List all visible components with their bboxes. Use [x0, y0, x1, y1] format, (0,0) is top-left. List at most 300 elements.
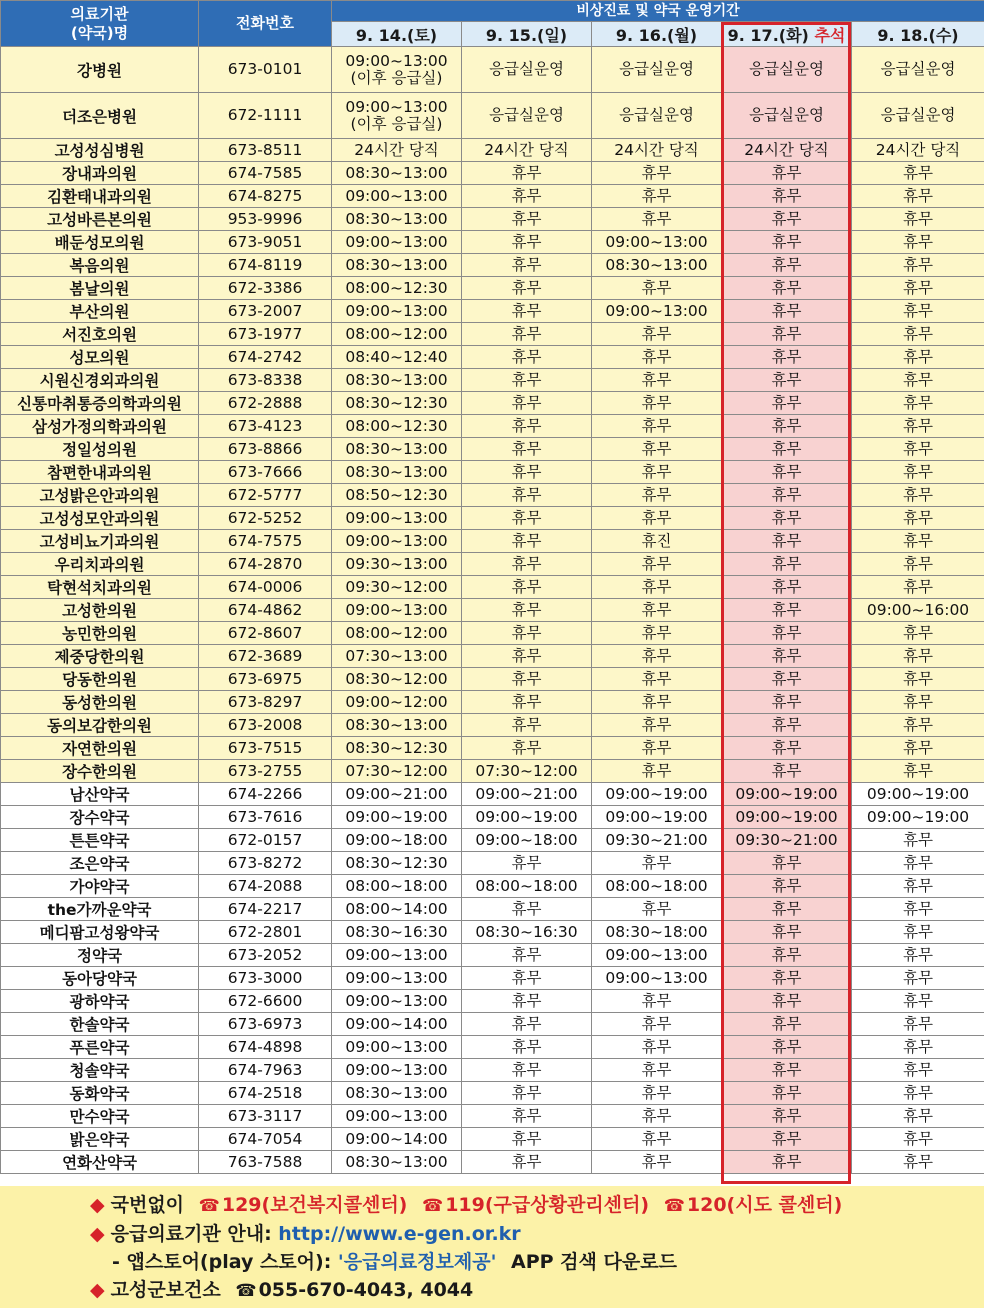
- institution-name: 한솔약국: [1, 1013, 199, 1036]
- schedule-cell: 휴무: [852, 622, 984, 645]
- schedule-cell: 휴무: [592, 599, 722, 622]
- institution-name: 농민한의원: [1, 622, 199, 645]
- schedule-cell: 휴무: [462, 1128, 592, 1151]
- schedule-cell: 09:00~19:00: [592, 783, 722, 806]
- schedule-cell: 휴무: [592, 208, 722, 231]
- phone-icon: ☎: [422, 1196, 444, 1216]
- schedule-cell: 09:00~19:00: [332, 806, 462, 829]
- schedule-cell: 09:00~19:00: [462, 806, 592, 829]
- schedule-cell: 휴무: [852, 185, 984, 208]
- schedule-cell: 휴진: [592, 530, 722, 553]
- schedule-cell: 휴무: [852, 208, 984, 231]
- table-row: [1, 576, 984, 599]
- schedule-cell: 휴무: [852, 645, 984, 668]
- schedule-cell: 휴무: [592, 507, 722, 530]
- schedule-cell: 휴무: [722, 507, 852, 530]
- institution-name: 광하약국: [1, 990, 199, 1013]
- institution-name: 만수약국: [1, 1105, 199, 1128]
- institution-name: 동의보감한의원: [1, 714, 199, 737]
- schedule-cell: 휴무: [852, 1151, 984, 1174]
- phone-number: 674-7963: [199, 1059, 332, 1082]
- institution-name: 고성성모안과의원: [1, 507, 199, 530]
- phone-number: 672-5252: [199, 507, 332, 530]
- table-row: [1, 1036, 984, 1059]
- schedule-cell: 08:30~13:00: [332, 461, 462, 484]
- phone-number: 673-9051: [199, 231, 332, 254]
- table-row: [1, 806, 984, 829]
- schedule-cell: 09:00~13:00: [332, 185, 462, 208]
- schedule-line: (이후 응급실): [350, 68, 443, 87]
- schedule-cell: 09:00~12:00: [332, 691, 462, 714]
- table-row: [1, 323, 984, 346]
- schedule-cell: 휴무: [592, 898, 722, 921]
- phone-number: 674-0006: [199, 576, 332, 599]
- schedule-cell: 휴무: [852, 1082, 984, 1105]
- schedule-cell: 휴무: [722, 668, 852, 691]
- schedule-cell: 09:00~19:00: [852, 783, 984, 806]
- schedule-cell: 응급실운영: [592, 47, 722, 93]
- schedule-cell: 휴무: [852, 1059, 984, 1082]
- schedule-cell: 07:30~13:00: [332, 645, 462, 668]
- phone-number: 673-8297: [199, 691, 332, 714]
- phone-header: 전화번호: [199, 1, 332, 47]
- schedule-cell: 휴무: [462, 254, 592, 277]
- phone-icon: ☎: [198, 1196, 220, 1216]
- institution-name: 장수한의원: [1, 760, 199, 783]
- schedule-cell: 휴무: [462, 162, 592, 185]
- institution-name: 당동한의원: [1, 668, 199, 691]
- schedule-cell: 09:00~18:00: [332, 829, 462, 852]
- schedule-cell: 휴무: [852, 921, 984, 944]
- schedule-cell: [332, 47, 462, 93]
- schedule-cell: 휴무: [852, 415, 984, 438]
- phone-icon: ☎: [235, 1281, 257, 1301]
- table-row: [1, 990, 984, 1013]
- schedule-cell: 휴무: [722, 185, 852, 208]
- institution-name: 복음의원: [1, 254, 199, 277]
- schedule-cell: 휴무: [722, 346, 852, 369]
- schedule-cell: 09:30~21:00: [592, 829, 722, 852]
- schedule-cell: 휴무: [462, 737, 592, 760]
- schedule-cell: 08:00~14:00: [332, 898, 462, 921]
- schedule-cell: 휴무: [462, 461, 592, 484]
- schedule-cell: 휴무: [462, 484, 592, 507]
- phone-number: 672-2801: [199, 921, 332, 944]
- institution-name: 봄날의원: [1, 277, 199, 300]
- schedule-cell: 09:00~13:00: [332, 967, 462, 990]
- table-row: [1, 921, 984, 944]
- schedule-cell: 휴무: [722, 438, 852, 461]
- institution-name: 밝은약국: [1, 1128, 199, 1151]
- schedule-cell: 09:00~13:00: [332, 300, 462, 323]
- schedule-cell: 휴무: [852, 438, 984, 461]
- phone-number: 673-3117: [199, 1105, 332, 1128]
- phone-number: 673-2755: [199, 760, 332, 783]
- schedule-cell: 09:00~13:00: [592, 300, 722, 323]
- health-center-label: 고성군보건소: [110, 1279, 221, 1301]
- table-row: [1, 392, 984, 415]
- schedule-cell: 08:00~18:00: [462, 875, 592, 898]
- phone-number: 674-8119: [199, 254, 332, 277]
- schedule-cell: 휴무: [852, 231, 984, 254]
- table-row: [1, 185, 984, 208]
- schedule-cell: 휴무: [462, 438, 592, 461]
- table-row: [1, 461, 984, 484]
- schedule-cell: 08:00~18:00: [592, 875, 722, 898]
- table-row: [1, 875, 984, 898]
- schedule-cell: 휴무: [592, 323, 722, 346]
- schedule-cell: 휴무: [722, 967, 852, 990]
- schedule-cell: 응급실운영: [592, 93, 722, 139]
- schedule-cell: 휴무: [852, 461, 984, 484]
- phone-number: 674-7054: [199, 1128, 332, 1151]
- table-row: [1, 1059, 984, 1082]
- hotline-120: 120(시도 콜센터): [686, 1194, 843, 1216]
- table-row: [1, 645, 984, 668]
- schedule-cell: 09:00~13:00: [592, 967, 722, 990]
- schedule-cell: 24시간 당직: [722, 139, 852, 162]
- diamond-icon: ◆: [90, 1194, 105, 1216]
- table-row: [1, 139, 984, 162]
- schedule-cell: 휴무: [462, 208, 592, 231]
- phone-number: 674-4898: [199, 1036, 332, 1059]
- schedule-cell: 07:30~12:00: [462, 760, 592, 783]
- schedule-cell: 휴무: [592, 553, 722, 576]
- schedule-cell: 휴무: [462, 967, 592, 990]
- schedule-cell: 휴무: [852, 990, 984, 1013]
- schedule-cell: 휴무: [852, 1036, 984, 1059]
- health-center-line: [90, 1276, 984, 1305]
- schedule-cell: 휴무: [462, 645, 592, 668]
- phone-number: 673-7666: [199, 461, 332, 484]
- schedule-cell: 09:00~13:00: [332, 944, 462, 967]
- egen-url-link[interactable]: http://www.e-gen.or.kr: [278, 1223, 521, 1245]
- institution-header-line1: 의료기관: [70, 4, 129, 23]
- table-row: [1, 898, 984, 921]
- phone-number: 672-3689: [199, 645, 332, 668]
- schedule-cell: 휴무: [592, 622, 722, 645]
- schedule-cell: 08:00~18:00: [332, 875, 462, 898]
- date-header-text: 9. 17.(화): [727, 25, 809, 45]
- phone-number: 763-7588: [199, 1151, 332, 1174]
- schedule-cell: 24시간 당직: [462, 139, 592, 162]
- schedule-cell: 08:50~12:30: [332, 484, 462, 507]
- schedule-cell: 휴무: [722, 599, 852, 622]
- phone-number: 674-4862: [199, 599, 332, 622]
- schedule-cell: 휴무: [592, 1082, 722, 1105]
- table-row: [1, 1151, 984, 1174]
- schedule-cell: 휴무: [852, 875, 984, 898]
- institution-name: 우리치과의원: [1, 553, 199, 576]
- schedule-cell: 09:00~21:00: [332, 783, 462, 806]
- schedule-cell: 휴무: [722, 645, 852, 668]
- schedule-cell: 휴무: [462, 1082, 592, 1105]
- schedule-cell: 휴무: [722, 1013, 852, 1036]
- phone-number: 673-8338: [199, 369, 332, 392]
- schedule-cell: 휴무: [852, 346, 984, 369]
- schedule-cell: 휴무: [592, 392, 722, 415]
- schedule-cell: 휴무: [592, 576, 722, 599]
- schedule-cell: 휴무: [462, 691, 592, 714]
- schedule-cell: 휴무: [462, 668, 592, 691]
- schedule-cell: 09:00~16:00: [852, 599, 984, 622]
- schedule-cell: 휴무: [722, 1082, 852, 1105]
- schedule-cell: 09:00~19:00: [722, 806, 852, 829]
- schedule-cell: 휴무: [462, 530, 592, 553]
- table-row: [1, 783, 984, 806]
- schedule-cell: 휴무: [592, 852, 722, 875]
- schedule-cell: 09:00~19:00: [722, 783, 852, 806]
- schedule-cell: 휴무: [852, 530, 984, 553]
- table-row: [1, 1013, 984, 1036]
- phone-number: 673-4123: [199, 415, 332, 438]
- app-suffix: APP 검색 다운로드: [511, 1251, 677, 1273]
- app-name: '응급의료정보제공': [337, 1251, 497, 1273]
- schedule-cell: 휴무: [722, 553, 852, 576]
- institution-name: 성모의원: [1, 346, 199, 369]
- schedule-cell: 휴무: [852, 691, 984, 714]
- institution-name: 고성성심병원: [1, 139, 199, 162]
- schedule-cell: 휴무: [592, 691, 722, 714]
- phone-number: 674-2217: [199, 898, 332, 921]
- schedule-cell: 응급실운영: [722, 93, 852, 139]
- institution-name: the가까운약국: [1, 898, 199, 921]
- schedule-cell: 휴무: [462, 300, 592, 323]
- phone-number: 673-8866: [199, 438, 332, 461]
- schedule-cell: 휴무: [722, 1128, 852, 1151]
- schedule-cell: 09:00~13:00: [332, 1059, 462, 1082]
- schedule-cell: 휴무: [592, 1013, 722, 1036]
- schedule-cell: 휴무: [462, 369, 592, 392]
- table-row: [1, 737, 984, 760]
- schedule-cell: 09:30~13:00: [332, 553, 462, 576]
- schedule-cell: 24시간 당직: [592, 139, 722, 162]
- phone-number: 673-0101: [199, 47, 332, 93]
- schedule-cell: 09:00~13:00: [332, 530, 462, 553]
- schedule-cell: 휴무: [722, 760, 852, 783]
- institution-name: 고성밝은안과의원: [1, 484, 199, 507]
- institution-name: 강병원: [1, 47, 199, 93]
- schedule-cell: 09:30~21:00: [722, 829, 852, 852]
- hotline-129: 129(보건복지콜센터): [221, 1194, 408, 1216]
- schedule-cell: 휴무: [722, 415, 852, 438]
- schedule-cell: 휴무: [852, 484, 984, 507]
- institution-name: 장내과의원: [1, 162, 199, 185]
- date-header: 9. 14.(토): [332, 22, 462, 47]
- institution-name: 장수약국: [1, 806, 199, 829]
- institution-name: 부산의원: [1, 300, 199, 323]
- schedule-cell: 휴무: [462, 1059, 592, 1082]
- schedule-cell: 08:30~16:30: [462, 921, 592, 944]
- schedule-cell: 휴무: [462, 1036, 592, 1059]
- table-row: [1, 967, 984, 990]
- schedule-cell: 휴무: [852, 300, 984, 323]
- schedule-cell: 24시간 당직: [332, 139, 462, 162]
- schedule-cell: 휴무: [462, 990, 592, 1013]
- institution-name: 동화약국: [1, 1082, 199, 1105]
- schedule-cell: 휴무: [592, 346, 722, 369]
- schedule-cell: 휴무: [722, 622, 852, 645]
- institution-name: 튼튼약국: [1, 829, 199, 852]
- schedule-cell: 08:30~12:00: [332, 668, 462, 691]
- schedule-cell: 휴무: [722, 461, 852, 484]
- phone-number: 673-6973: [199, 1013, 332, 1036]
- phone-number: 673-1977: [199, 323, 332, 346]
- schedule-cell: 휴무: [852, 898, 984, 921]
- table-row: [1, 300, 984, 323]
- phone-number: 674-2088: [199, 875, 332, 898]
- schedule-cell: 휴무: [462, 898, 592, 921]
- phone-number: 673-7515: [199, 737, 332, 760]
- schedule-cell: 응급실운영: [462, 47, 592, 93]
- schedule-cell: 08:30~13:00: [332, 369, 462, 392]
- schedule-cell: 24시간 당직: [852, 139, 984, 162]
- date-header: 9. 18.(수): [852, 22, 984, 47]
- schedule-cell: 휴무: [722, 208, 852, 231]
- schedule-cell: 휴무: [852, 369, 984, 392]
- schedule-cell: 휴무: [722, 737, 852, 760]
- schedule-cell: 휴무: [462, 346, 592, 369]
- phone-number: 674-2266: [199, 783, 332, 806]
- schedule-cell: 휴무: [722, 369, 852, 392]
- schedule-cell: 휴무: [852, 760, 984, 783]
- schedule-cell: 휴무: [462, 277, 592, 300]
- schedule-cell: 08:30~13:00: [332, 1082, 462, 1105]
- table-row: [1, 714, 984, 737]
- schedule-cell: 09:00~13:00: [332, 231, 462, 254]
- schedule-cell: 휴무: [852, 944, 984, 967]
- institution-name: 조은약국: [1, 852, 199, 875]
- table-row: [1, 47, 984, 93]
- schedule-cell: 휴무: [722, 852, 852, 875]
- phone-number: 673-3000: [199, 967, 332, 990]
- schedule-cell: 09:00~14:00: [332, 1013, 462, 1036]
- phone-number: 672-0157: [199, 829, 332, 852]
- phone-icon: ☎: [663, 1196, 685, 1216]
- institution-name: 정일성의원: [1, 438, 199, 461]
- phone-number: 672-8607: [199, 622, 332, 645]
- institution-name: 메디팜고성왕약국: [1, 921, 199, 944]
- schedule-cell: 휴무: [722, 530, 852, 553]
- schedule-cell: 휴무: [852, 967, 984, 990]
- institution-name: 배둔성모의원: [1, 231, 199, 254]
- institution-name: 김환태내과의원: [1, 185, 199, 208]
- schedule-cell: 08:30~12:30: [332, 852, 462, 875]
- schedule-line: (이후 응급실): [350, 114, 443, 133]
- schedule-cell: 휴무: [852, 507, 984, 530]
- schedule-cell: 휴무: [462, 231, 592, 254]
- schedule-cell: 응급실운영: [852, 47, 984, 93]
- institution-header-line2: (약국)명: [70, 23, 129, 42]
- schedule-cell: 휴무: [852, 162, 984, 185]
- table-row: [1, 369, 984, 392]
- phone-number: 672-6600: [199, 990, 332, 1013]
- institution-name: 가야약국: [1, 875, 199, 898]
- schedule-cell: 09:00~19:00: [852, 806, 984, 829]
- schedule-cell: 휴무: [592, 277, 722, 300]
- schedule-cell: 휴무: [462, 1151, 592, 1174]
- schedule-cell: 응급실운영: [852, 93, 984, 139]
- schedule-cell: 휴무: [722, 576, 852, 599]
- schedule-cell: 휴무: [462, 415, 592, 438]
- schedule-cell: 휴무: [722, 898, 852, 921]
- egen-label: 응급의료기관 안내:: [110, 1223, 272, 1245]
- egen-line: [90, 1220, 984, 1248]
- schedule-cell: 08:30~13:00: [592, 254, 722, 277]
- schedule-cell: 휴무: [722, 1059, 852, 1082]
- schedule-cell: 휴무: [722, 300, 852, 323]
- schedule-cell: 휴무: [852, 1128, 984, 1151]
- schedule-cell: 휴무: [592, 484, 722, 507]
- schedule-cell: 휴무: [852, 852, 984, 875]
- schedule-line: 09:00~13:00: [345, 51, 448, 70]
- institution-name: 푸른약국: [1, 1036, 199, 1059]
- schedule-cell: 휴무: [852, 392, 984, 415]
- schedule-cell: 휴무: [462, 185, 592, 208]
- schedule-cell: 09:00~19:00: [592, 806, 722, 829]
- schedule-cell: 휴무: [722, 1105, 852, 1128]
- table-row: [1, 829, 984, 852]
- schedule-cell: 휴무: [722, 231, 852, 254]
- table-row: [1, 1128, 984, 1151]
- schedule-cell: 응급실운영: [722, 47, 852, 93]
- schedule-cell: 휴무: [592, 1105, 722, 1128]
- footer-info: [0, 1186, 984, 1308]
- institution-name: 더조은병원: [1, 93, 199, 139]
- institution-name: 자연한의원: [1, 737, 199, 760]
- hotline-119: 119(구급상황관리센터): [445, 1194, 650, 1216]
- institution-name: 시원신경외과의원: [1, 369, 199, 392]
- schedule-cell: 휴무: [592, 185, 722, 208]
- schedule-cell: 09:00~18:00: [462, 829, 592, 852]
- schedule-cell: 08:30~12:30: [332, 737, 462, 760]
- phone-number: 673-2052: [199, 944, 332, 967]
- schedule-cell: 09:00~14:00: [332, 1128, 462, 1151]
- schedule-cell: 08:00~12:30: [332, 415, 462, 438]
- schedule-cell: 휴무: [592, 760, 722, 783]
- schedule-cell: 08:00~12:30: [332, 277, 462, 300]
- table-row: [1, 438, 984, 461]
- phone-number: 674-2742: [199, 346, 332, 369]
- schedule-cell: 휴무: [722, 392, 852, 415]
- schedule-cell: 07:30~12:00: [332, 760, 462, 783]
- date-header: 9. 16.(월): [592, 22, 722, 47]
- schedule-cell: 08:30~13:00: [332, 1151, 462, 1174]
- schedule-cell: 휴무: [722, 714, 852, 737]
- table-row: [1, 484, 984, 507]
- institution-name: 청솔약국: [1, 1059, 199, 1082]
- schedule-cell: 09:00~13:00: [592, 231, 722, 254]
- schedule-cell: 휴무: [592, 714, 722, 737]
- schedule-cell: 휴무: [722, 484, 852, 507]
- schedule-cell: 휴무: [722, 1036, 852, 1059]
- date-header: 9. 15.(일): [462, 22, 592, 47]
- schedule-cell: 휴무: [722, 691, 852, 714]
- institution-name: 탁현석치과의원: [1, 576, 199, 599]
- table-row: [1, 668, 984, 691]
- schedule-cell: 휴무: [722, 875, 852, 898]
- table-row: [1, 277, 984, 300]
- table-row: [1, 507, 984, 530]
- hotline-prefix: 국번없이: [110, 1194, 185, 1216]
- table-row: [1, 162, 984, 185]
- schedule-cell: 휴무: [462, 1013, 592, 1036]
- schedule-cell: 휴무: [852, 553, 984, 576]
- schedule-cell: 08:00~12:00: [332, 622, 462, 645]
- institution-header: [1, 1, 199, 47]
- schedule-cell: 휴무: [592, 737, 722, 760]
- phone-number: 673-7616: [199, 806, 332, 829]
